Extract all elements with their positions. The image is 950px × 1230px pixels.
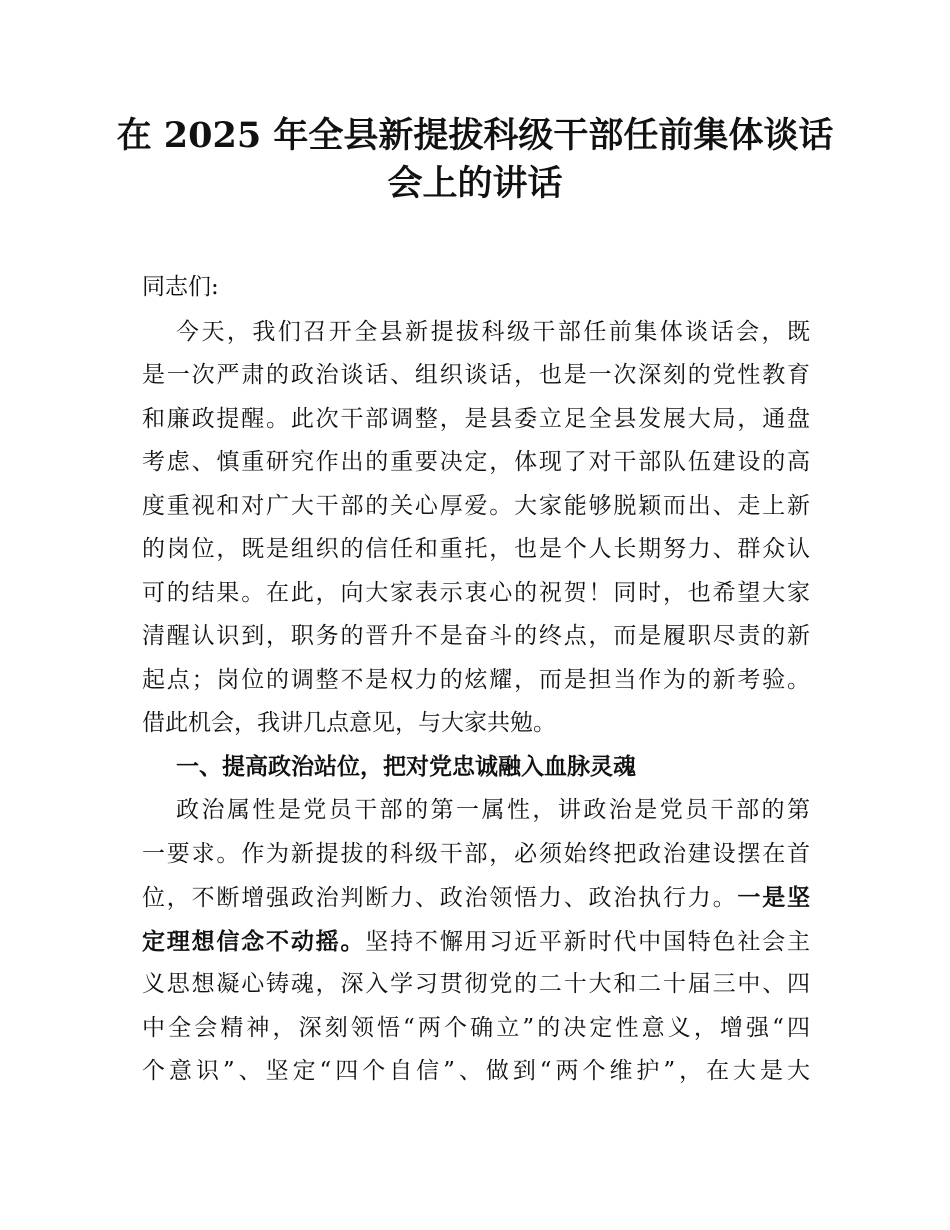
paragraph-2-line [142, 920, 810, 964]
paragraph-1-line: 清醒认识到，职务的晋升不是奋斗的终点，而是履职尽责的新 [142, 623, 810, 649]
paragraph-1-line: 和廉政提醒。此次干部调整，是县委立足全县发展大局，通盘 [142, 405, 810, 432]
paragraph-2-line: 中全会精神，深刻领悟“两个确立”的决定性意义，增强“四 [142, 1014, 810, 1041]
paragraph-2-line: 义思想凝心铸魂，深入学习贯彻党的二十大和二十届三中、四 [142, 971, 810, 997]
paragraph-2-line: 个意识”、坚定“四个自信”、做到“两个维护”，在大是大 [142, 1058, 810, 1084]
paragraph-1-line: 的岗位，既是组织的信任和重托，也是个人长期努力、群众认 [142, 536, 810, 562]
paragraph-1-line: 是一次严肃的政治谈话、组织谈话，也是一次深刻的党性教育 [142, 362, 810, 388]
paragraph-1-line: 起点；岗位的调整不是权力的炫耀，而是担当作为的新考验。 [142, 666, 810, 693]
paragraph-2 [142, 789, 810, 1094]
paragraph-2-text: 位，不断增强政治判断力、政治领悟力、政治执行力。 [142, 885, 738, 911]
paragraph-2-line: 一要求。作为新提拔的科级干部，必须始终把政治建设摆在首 [142, 840, 810, 867]
paragraph-2-text: 坚持不懈用习近平新时代中国特色社会主 [365, 928, 811, 955]
paragraph-1-line: 可的结果。在此，向大家表示衷心的祝贺！同时，也希望大家 [142, 579, 810, 606]
title-line-1: 在 2025 年全县新提拔科级干部任前集体谈话 [116, 115, 834, 156]
emphasis-point-one-cont: 定理想信念不动摇。 [142, 927, 366, 955]
paragraph-1-line: 今天，我们召开全县新提拔科级干部任前集体谈话会，既 [176, 318, 810, 345]
paragraph-1-line: 度重视和对广大干部的关心厚爱。大家能够脱颖而出、走上新 [142, 492, 810, 519]
emphasis-point-one: 一是坚 [737, 884, 811, 911]
document-body [142, 266, 810, 1094]
document-title [0, 112, 950, 208]
salutation: 同志们: [142, 274, 219, 300]
section-heading-1: 一、提高政治站位，把对党忠诚融入血脉灵魂 [176, 753, 636, 780]
paragraph-1-line: 借此机会，我讲几点意见，与大家共勉。 [142, 710, 556, 736]
paragraph-2-line [142, 876, 810, 920]
title-line-2: 会上的讲话 [387, 163, 563, 204]
paragraph-2-line: 政治属性是党员干部的第一属性，讲政治是党员干部的第 [176, 797, 810, 823]
paragraph-1 [142, 311, 810, 746]
paragraph-1-line: 考虑、慎重研究作出的重要决定，体现了对干部队伍建设的高 [142, 449, 810, 475]
